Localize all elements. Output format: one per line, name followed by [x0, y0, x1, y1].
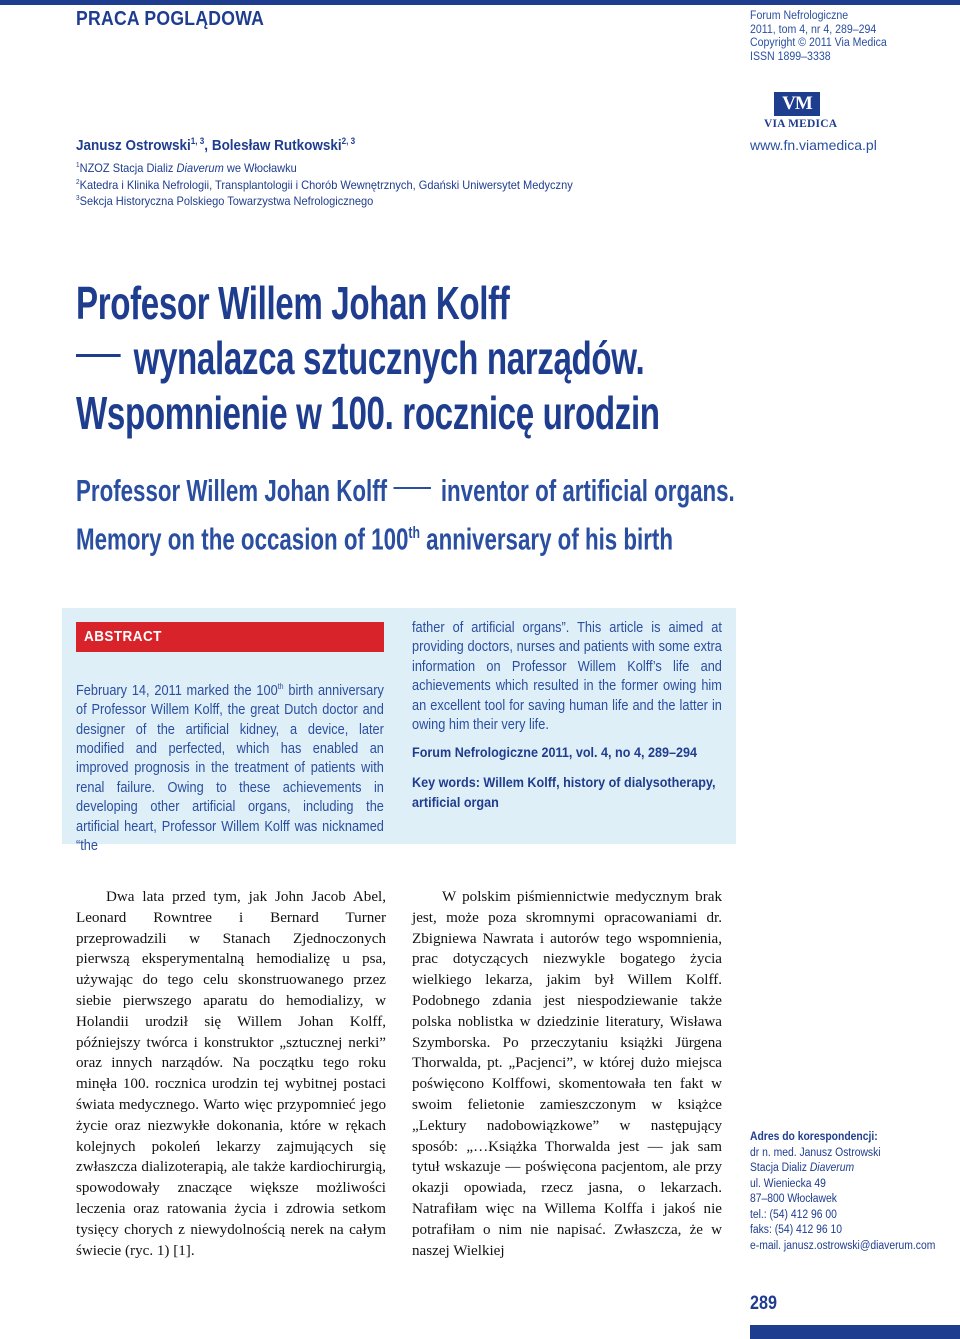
abstract-right-inner: father of artificial organs”. This article is aimed at providing doctors, nurses and patients with some extra information on Professor Willem Kolff’s life and achievements which resulted in the former owing him an excellent tool for saving human life and the latter in owing him their very life. [412, 620, 722, 734]
page-number: 289 [750, 1293, 777, 1314]
via-medica-logo [764, 92, 838, 130]
title-pl-line-3: Wspomnienie w 100. rocznicę urodzin [76, 387, 660, 439]
title-en-sup: th [408, 523, 420, 542]
title-en-line-1-b: inventor of artificial organs. [440, 473, 735, 508]
journal-name: Forum Nefrologiczne [750, 10, 849, 22]
affiliation-2-text: Katedra i Klinika Nefrologii, Transplantologii i Chorób Wewnętrznych, Gdański Uniwersytet Medyczny [79, 177, 573, 192]
affiliation-3 [76, 192, 573, 209]
author-1-affil: 1, 3 [190, 136, 205, 146]
correspondence-place-italic: Diaverum [809, 1162, 855, 1174]
correspondence-name: dr n. med. Janusz Ostrowski [750, 1146, 881, 1159]
title-en-line-2-a: Memory on the occasion of 100 [76, 521, 409, 557]
affiliation-1-post: we Włocławku [223, 161, 297, 175]
top-rule [0, 0, 960, 5]
title-pl-line-2 [76, 331, 660, 386]
correspondence-place-text: Stacja Dializ [750, 1162, 810, 1174]
journal-volume: 2011, tom 4, nr 4, 289–294 [750, 23, 877, 36]
logo-mark: VM [774, 92, 820, 116]
abstract-text-right [412, 619, 722, 735]
affiliations [76, 159, 616, 209]
abstract-left-pre: February 14, 2011 marked the 100 [76, 682, 278, 699]
journal-issn: ISSN 1899–3338 [750, 50, 831, 63]
bottom-bar [750, 1325, 960, 1339]
correspondence-fax: faks: (54) 412 96 10 [750, 1224, 843, 1236]
authors [76, 136, 355, 154]
correspondence-email[interactable]: e-mail. janusz.ostrowski@diaverum.com [750, 1239, 936, 1252]
title-english [76, 470, 735, 560]
affiliation-1-text: NZOZ Stacja Dializ [79, 161, 177, 175]
section-label: PRACA POGLĄDOWA [76, 8, 265, 30]
em-dash [393, 487, 430, 489]
author-1: Janusz Ostrowski [76, 137, 191, 154]
body-column-2: W polskim piśmiennictwie medycznym brak jest, może poza skromnymi opracowaniami dr. Zbigniewa Nawrata i autorów tego wspomnienia, prac dotyczących niezwykle bogatego życia wielkiego lekarza, jakim był Willem Kolff. Podobnego zdania jest niespodziewanie także polska noblistka w dziedzinie literatury, Wisława Szymborska. Po przeczytaniu książki Jürgena Thorwalda, pt. „Pacjenci”, w której dużo miejsca poświęcono Kolffowi, skomentowała ten fakt w swoim felietonie zamieszczonym w książce „Lektury nadobowiązkowe” w następujący sposób: „…Książka Thorwalda jest — jak sam tytuł wskazuje — poświęcona pacjentom, ale przy okazji opowiada, rzecz jasna, o lekarzach. Natrafiłam więc na Willema Kolffa i jakoś nie potrafiłam o nim nie napisać. Zwłaszcza, że w naszej Wielkiej [412, 889, 722, 1259]
abstract-header-text: ABSTRACT [84, 628, 162, 645]
abstract-citation: Forum Nefrologiczne 2011, vol. 4, no 4, 289–294 [412, 744, 698, 760]
author-2-affil: 2, 3 [341, 136, 356, 146]
affiliation-2 [76, 176, 573, 193]
affiliation-1 [76, 159, 573, 176]
journal-copyright: Copyright © 2011 Via Medica [750, 37, 887, 50]
abstract-left-inner [76, 677, 384, 856]
affiliation-1-italic: Diaverum [176, 161, 224, 175]
affiliation-2-sup: 2 [76, 178, 80, 186]
journal-info [750, 10, 899, 64]
body-column-1: Dwa lata przed tym, jak John Jacob Abel, Leonard Rowntree i Bernard Turner przeprowadzili w Stanach Zjednoczonych pierwszą eksperymentalną hemodializę u psa, używając do tego celu skonstruowanego przez siebie pierwszego aparatu do hemodializy, w Holandii urodził się Willem Johan Kolff, późniejszy twórca i konstruktor „sztucznej nerki” oraz innych narządów. Na początku tego roku minęła 100. rocznica urodzin tej wybitnej postaci świata medycznego. Warto więc przypomnieć jego życie oraz niezwykłe dokonania, które w rękach kolejnych pokoleń lekarzy zajmujących się zwłaszcza dializoterapią, ale także kardiochirurgią, spowodowały znaczące większe możliwości leczenia oraz ratowania życia i zdrowia setkom tysięcy chorych z niewydolnością nerek na całym świecie (ryc. 1) [1]. [76, 889, 386, 1259]
em-dash [76, 354, 121, 357]
abstract-keywords: Key words: Willem Kolff, history of dialysotherapy, artificial organ [412, 774, 716, 810]
affiliation-3-sup: 3 [76, 195, 80, 202]
correspondence-block [750, 1130, 956, 1254]
title-en-line-2 [76, 512, 735, 560]
correspondence-place [750, 1161, 935, 1177]
abstract-left-post: birth anniversary of Professor Willem Kolff, the great Dutch doctor and designer of the artificial kidney, a device, later modified and perfected, which has enabled an improved prognosis in the treatment of patients with renal failure. Owing to these achievements in developing other artificial organs, including the artificial heart, Professor Willem Kolff was nicknamed “the [76, 682, 384, 855]
correspondence-street: ul. Wieniecka 49 [750, 1177, 826, 1190]
correspondence-tel: tel.: (54) 412 96 00 [750, 1208, 837, 1221]
affiliation-1-sup: 1 [76, 162, 80, 169]
title-pl-line-1: Profesor Willem Johan Kolff [76, 277, 510, 329]
logo-text: VIA MEDICA [764, 118, 838, 130]
title-pl-line-2-text: wynalazca sztucznych narządów. [133, 332, 645, 384]
title-polish [76, 276, 660, 441]
author-separator: , [204, 137, 212, 154]
abstract-left-sup: th [277, 682, 284, 691]
author-2: Bolesław Rutkowski [211, 137, 342, 154]
title-en-line-1 [76, 470, 735, 512]
correspondence-heading: Adres do korespondencji: [750, 1131, 878, 1143]
website-link[interactable]: www.fn.viamedica.pl [750, 137, 877, 153]
correspondence-city: 87–800 Włocławek [750, 1193, 837, 1205]
title-en-line-1-a: Professor Willem Johan Kolff [76, 473, 388, 508]
abstract-header [76, 622, 384, 652]
affiliation-3-text: Sekcja Historyczna Polskiego Towarzystwa Nefrologicznego [79, 194, 374, 208]
abstract-text-left [76, 677, 384, 856]
title-en-line-2-b: anniversary of his birth [419, 521, 673, 557]
